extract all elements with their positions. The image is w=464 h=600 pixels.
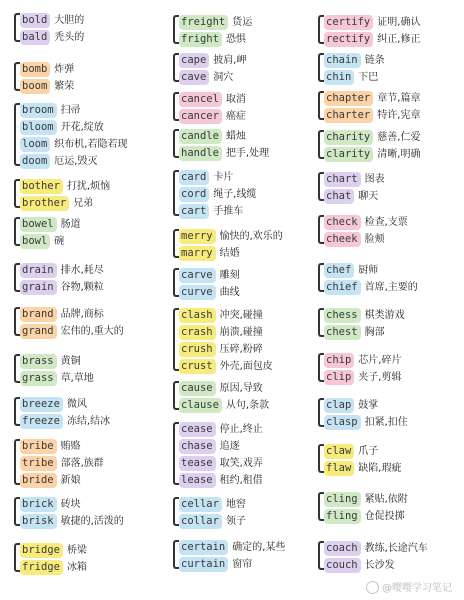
word-entry: [20, 100, 81, 116]
chinese-meaning: 鼓掌: [358, 400, 379, 411]
english-word: bloom: [20, 120, 57, 135]
chinese-meaning: 仓促投掷: [364, 511, 405, 522]
english-word: curve: [179, 285, 216, 300]
english-word: brass: [20, 354, 57, 369]
english-word: curtain: [179, 557, 228, 572]
chinese-meaning: 冰箱: [66, 562, 87, 573]
word-entry: [179, 322, 263, 338]
weibo-logo-icon: [366, 581, 379, 594]
english-word: boom: [20, 79, 50, 94]
word-entry: [179, 226, 283, 242]
chinese-meaning: 租约,租借: [219, 475, 263, 486]
watermark-text: @嘤嘤学习笔记: [382, 582, 452, 594]
english-word: cape: [179, 53, 209, 68]
word-entry: [324, 29, 420, 45]
word-entry: [324, 144, 420, 160]
english-word: cause: [179, 381, 216, 396]
english-word: charity: [324, 130, 373, 145]
word-entry: [179, 339, 263, 355]
chinese-meaning: 清晰,明确: [377, 149, 421, 160]
word-entry: [20, 10, 84, 26]
word-entry: [324, 441, 378, 457]
chinese-meaning: 扣紧,扣住: [364, 417, 408, 428]
chinese-meaning: 夹子,剪辑: [358, 372, 402, 383]
english-word: cheek: [324, 232, 361, 247]
english-word: cancer: [179, 109, 222, 124]
chinese-meaning: 打扰,烦恼: [66, 181, 111, 192]
english-word: chief: [324, 280, 361, 295]
english-word: bridge: [20, 543, 63, 558]
word-entry: [324, 506, 405, 522]
word-entry: [20, 557, 87, 573]
word-entry: [324, 12, 420, 28]
word-entry: [324, 367, 401, 383]
word-entry: [20, 511, 124, 527]
chinese-meaning: 窗帘: [232, 559, 253, 570]
chinese-meaning: 外壳,面包皮: [219, 361, 273, 372]
english-word: chip: [324, 353, 354, 368]
chinese-meaning: 特许,宪章: [377, 110, 421, 121]
chinese-meaning: 紧贴,依附: [364, 494, 408, 505]
chinese-meaning: 蜡烛: [225, 131, 246, 142]
chinese-meaning: 大胆的: [54, 15, 85, 26]
english-word: claw: [324, 444, 354, 459]
chinese-meaning: 桥梁: [66, 545, 87, 556]
word-entry: [324, 395, 378, 411]
word-entry: [179, 436, 240, 452]
english-word: cave: [179, 70, 209, 85]
chinese-meaning: 地窖: [225, 499, 246, 510]
english-word: chess: [324, 308, 361, 323]
chinese-meaning: 黄铜: [60, 356, 81, 367]
english-word: cancel: [179, 92, 222, 107]
english-word: chapter: [324, 91, 373, 106]
english-word: chef: [324, 263, 354, 278]
chinese-meaning: 纠正,修正: [377, 34, 421, 45]
chinese-meaning: 扫帚: [60, 105, 81, 116]
word-entry: [20, 214, 81, 230]
english-word: chin: [324, 70, 354, 85]
english-word: couch: [324, 558, 361, 573]
word-entry: [324, 50, 385, 66]
word-entry: [179, 282, 240, 298]
chinese-meaning: 洞穴: [213, 72, 234, 83]
word-entry: [324, 260, 378, 276]
word-entry: [179, 511, 246, 527]
english-word: certain: [179, 540, 228, 555]
word-entry: [20, 351, 81, 367]
english-word: tease: [179, 456, 216, 471]
chinese-meaning: 排水,耗尽: [60, 265, 104, 276]
word-entry: [20, 453, 104, 469]
word-entry: [179, 50, 246, 66]
word-entry: [20, 176, 110, 192]
chinese-meaning: 下巴: [358, 72, 379, 83]
word-entry: [20, 304, 104, 320]
english-word: cellar: [179, 497, 222, 512]
chinese-meaning: 链条: [364, 55, 385, 66]
chinese-meaning: 证明,确认: [377, 17, 421, 28]
watermark: [366, 579, 452, 595]
english-word: candle: [179, 129, 222, 144]
word-entry: [20, 321, 124, 337]
chinese-meaning: 肠道: [60, 219, 81, 230]
english-word: collar: [179, 514, 222, 529]
word-entry: [324, 489, 408, 505]
word-entry: [20, 193, 93, 209]
word-entry: [324, 538, 428, 554]
word-entry: [179, 201, 243, 217]
word-entry: [324, 105, 420, 121]
word-entry: [179, 470, 263, 486]
chinese-meaning: 货运: [232, 17, 253, 28]
chinese-meaning: 谷物,颗粒: [60, 282, 104, 293]
chinese-meaning: 披肩,岬: [213, 55, 247, 66]
word-entry: [179, 12, 252, 28]
chinese-meaning: 压碎,粉碎: [219, 344, 263, 355]
english-word: brick: [20, 497, 57, 512]
word-entry: [179, 554, 252, 570]
english-word: bribe: [20, 439, 57, 454]
word-entry: [179, 184, 256, 200]
word-entry: [20, 436, 81, 452]
word-entry: [179, 126, 246, 142]
chinese-meaning: 厄运,毁灭: [54, 156, 98, 167]
english-word: bride: [20, 473, 57, 488]
chinese-meaning: 绳子,线缆: [213, 189, 257, 200]
english-word: fling: [324, 509, 361, 524]
english-word: chat: [324, 189, 354, 204]
word-entry: [179, 395, 269, 411]
chinese-meaning: 图表: [364, 174, 385, 185]
english-word: clarity: [324, 147, 373, 162]
chinese-meaning: 追逐: [219, 441, 240, 452]
word-entry: [179, 106, 246, 122]
word-entry: [324, 277, 418, 293]
word-entry: [20, 260, 104, 276]
english-word: flaw: [324, 461, 354, 476]
english-word: grain: [20, 280, 57, 295]
english-word: handle: [179, 146, 222, 161]
english-word: brand: [20, 307, 57, 322]
english-word: merry: [179, 229, 216, 244]
word-entry: [324, 88, 420, 104]
word-entry: [20, 117, 104, 133]
english-word: charter: [324, 108, 373, 123]
chinese-meaning: 曲线: [219, 287, 240, 298]
chinese-meaning: 部落,族群: [60, 458, 104, 469]
word-entry: [20, 151, 97, 167]
word-entry: [20, 231, 64, 247]
english-word: doom: [20, 154, 50, 169]
word-entry: [324, 322, 385, 338]
english-word: freeze: [20, 414, 63, 429]
chinese-meaning: 从句,条款: [225, 400, 270, 411]
word-entry: [20, 494, 81, 510]
english-word: marry: [179, 246, 216, 261]
english-word: bold: [20, 13, 50, 28]
word-entry: [179, 453, 263, 469]
word-entry: [324, 186, 378, 202]
chinese-meaning: 停止,终止: [219, 424, 263, 435]
chinese-meaning: 爪子: [358, 446, 379, 457]
chinese-meaning: 恐惧: [225, 34, 246, 45]
word-entry: [20, 394, 87, 410]
english-word: cling: [324, 492, 361, 507]
chinese-meaning: 秃头的: [54, 32, 85, 43]
word-entry: [179, 537, 285, 553]
word-entry: [179, 419, 263, 435]
chinese-meaning: 把手,处理: [225, 148, 270, 159]
english-word: fright: [179, 32, 222, 47]
chinese-meaning: 癌症: [225, 111, 246, 122]
word-entry: [179, 167, 233, 183]
word-entry: [324, 458, 401, 474]
english-word: drain: [20, 263, 57, 278]
english-word: clause: [179, 398, 222, 413]
word-entry: [179, 378, 263, 394]
chinese-meaning: 领子: [225, 516, 246, 527]
word-entry: [20, 59, 74, 75]
english-word: bowel: [20, 217, 57, 232]
chinese-meaning: 缺陷,瑕疵: [358, 463, 402, 474]
english-word: chest: [324, 325, 361, 340]
english-word: broom: [20, 103, 57, 118]
chinese-meaning: 繁荣: [54, 81, 75, 92]
chinese-meaning: 炸弹: [54, 64, 75, 75]
chinese-meaning: 检查,支票: [364, 217, 408, 228]
word-entry: [324, 169, 385, 185]
english-word: breeze: [20, 397, 63, 412]
english-word: brisk: [20, 514, 57, 529]
english-word: bald: [20, 30, 50, 45]
chinese-meaning: 砖块: [60, 499, 81, 510]
chinese-meaning: 冻结,结冰: [66, 416, 111, 427]
english-word: crash: [179, 325, 216, 340]
chinese-meaning: 愉快的,欢乐的: [219, 231, 283, 242]
word-entry: [20, 411, 110, 427]
word-entry: [20, 540, 87, 556]
chinese-meaning: 宏伟的,重大的: [60, 326, 124, 337]
chinese-meaning: 结婚: [219, 248, 240, 259]
word-entry: [324, 555, 395, 571]
chinese-meaning: 取消: [225, 94, 246, 105]
chinese-meaning: 脸颊: [364, 234, 385, 245]
chinese-meaning: 碗: [54, 236, 65, 247]
word-entry: [20, 76, 74, 92]
chinese-meaning: 雕刻: [219, 270, 240, 281]
english-word: freight: [179, 15, 228, 30]
english-word: chart: [324, 172, 361, 187]
english-word: clap: [324, 398, 354, 413]
chinese-meaning: 微风: [66, 399, 87, 410]
word-entry: [179, 265, 240, 281]
word-entry: [179, 356, 273, 372]
word-entry: [324, 127, 420, 143]
chinese-meaning: 开花,绽放: [60, 122, 104, 133]
word-entry: [324, 412, 408, 428]
word-entry: [179, 494, 246, 510]
english-word: carve: [179, 268, 216, 283]
english-word: bomb: [20, 62, 50, 77]
chinese-meaning: 棋类游戏: [364, 310, 405, 321]
chinese-meaning: 胸部: [364, 327, 385, 338]
english-word: crush: [179, 342, 216, 357]
english-word: cease: [179, 422, 216, 437]
word-entry: [324, 229, 385, 245]
english-word: coach: [324, 541, 361, 556]
english-word: lease: [179, 473, 216, 488]
chinese-meaning: 兄弟: [73, 198, 94, 209]
english-word: clash: [179, 308, 216, 323]
english-word: chain: [324, 53, 361, 68]
word-entry: [20, 470, 81, 486]
english-word: grand: [20, 324, 57, 339]
english-word: check: [324, 215, 361, 230]
chinese-meaning: 卡片: [213, 172, 234, 183]
chinese-meaning: 草,草地: [60, 373, 94, 384]
chinese-meaning: 确定的,某些: [232, 542, 286, 553]
english-word: certify: [324, 15, 373, 30]
word-entry: [20, 134, 127, 150]
word-entry: [179, 67, 233, 83]
english-word: rectify: [324, 32, 373, 47]
english-word: bowl: [20, 234, 50, 249]
word-entry: [20, 368, 94, 384]
chinese-meaning: 章节,篇章: [377, 93, 421, 104]
english-word: grass: [20, 371, 57, 386]
english-word: loom: [20, 137, 50, 152]
chinese-meaning: 首席,主要的: [364, 282, 418, 293]
chinese-meaning: 手推车: [213, 206, 244, 217]
chinese-meaning: 敏捷的,活泼的: [60, 516, 124, 527]
english-word: bother: [20, 179, 63, 194]
english-word: cart: [179, 204, 209, 219]
word-entry: [324, 305, 405, 321]
english-word: chase: [179, 439, 216, 454]
english-word: tribe: [20, 456, 57, 471]
english-word: fridge: [20, 560, 63, 575]
word-entry: [179, 305, 263, 321]
english-word: crust: [179, 359, 216, 374]
english-word: brother: [20, 196, 69, 211]
chinese-meaning: 品牌,商标: [60, 309, 104, 320]
english-word: clip: [324, 370, 354, 385]
english-word: cord: [179, 187, 209, 202]
word-entry: [324, 67, 378, 83]
word-entry: [20, 27, 84, 43]
chinese-meaning: 崩溃,碰撞: [219, 327, 263, 338]
chinese-meaning: 长沙发: [364, 560, 395, 571]
word-entry: [179, 29, 246, 45]
chinese-meaning: 聊天: [358, 191, 379, 202]
word-entry: [179, 143, 269, 159]
chinese-meaning: 教练,长途汽车: [364, 543, 428, 554]
chinese-meaning: 取笑,戏弄: [219, 458, 263, 469]
word-entry: [324, 212, 408, 228]
chinese-meaning: 厨师: [358, 265, 379, 276]
chinese-meaning: 芯片,碎片: [358, 355, 402, 366]
word-entry: [179, 89, 246, 105]
english-word: card: [179, 170, 209, 185]
chinese-meaning: 织布机,若隐若现: [54, 139, 128, 150]
chinese-meaning: 原因,导致: [219, 383, 263, 394]
chinese-meaning: 慈善,仁爱: [377, 132, 421, 143]
chinese-meaning: 贿赂: [60, 441, 81, 452]
chinese-meaning: 冲突,碰撞: [219, 310, 263, 321]
chinese-meaning: 新娘: [60, 475, 81, 486]
word-entry: [324, 350, 401, 366]
word-entry: [179, 243, 240, 259]
english-word: clasp: [324, 415, 361, 430]
word-entry: [20, 277, 104, 293]
